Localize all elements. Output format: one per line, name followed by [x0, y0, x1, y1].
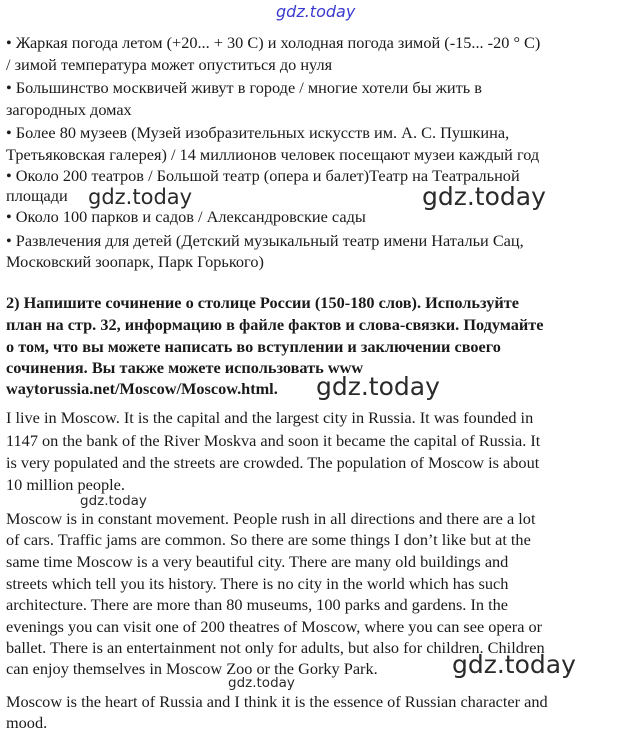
essay-line: mood. [6, 713, 48, 732]
essay-line: can enjoy themselves in Moscow Zoo or the Gorky Park. [6, 659, 378, 678]
facts-line: площади [6, 186, 68, 205]
essay-line: 1147 on the bank of the River Moskva and soon it became the capital of Russia. It [6, 431, 541, 450]
facts-line: Третьяковская галерея) / 14 миллионов человек посещают музеи каждый год [6, 145, 540, 164]
essay-line: same time Moscow is a very beautiful city. There are many old buildings and [6, 552, 509, 571]
facts-line: загородных домах [6, 100, 132, 119]
watermark-task: gdz.today [316, 372, 440, 401]
task-line: сочинения. Вы также можете использовать www [6, 358, 364, 377]
watermark-facts-large: gdz.today [422, 182, 546, 211]
facts-line: • Более 80 музеев (Музей изобразительных искусств им. А. С. Пушкина, [6, 123, 510, 142]
facts-line: • Развлечения для детей (Детский музыкальный театр имени Натальи Сац, [6, 231, 524, 250]
task-line: 2) Напишите сочинение о столице России (150-180 слов). Используйте [6, 293, 519, 312]
task-line: waytorussia.net/Moscow/Moscow.html. [6, 379, 278, 398]
essay-line: streets which tell you its history. There is no city in the world which has such [6, 574, 509, 593]
facts-line: • Около 100 парков и садов / Александровские сады [6, 207, 366, 226]
essay-line: of cars. Traffic jams are common. So there are some things I don’t like but at the [6, 530, 531, 549]
watermark-essay-small-2: gdz.today [228, 675, 295, 691]
facts-line: Московский зоопарк, Парк Горького) [6, 252, 264, 271]
task-line: план на стр. 32, информацию в файле фактов и слова-связки. Подумайте [6, 315, 544, 334]
watermark-essay-small: gdz.today [80, 493, 147, 509]
watermark-essay-large: gdz.today [452, 650, 576, 679]
facts-line: • Около 200 театров / Большой театр (опера и балет)Театр на Театральной [6, 166, 520, 185]
essay-line: Moscow is in constant movement. People rush in all directions and there are a lot [6, 509, 536, 528]
essay-line: evenings you can visit one of 200 theatres of Moscow, where you can see opera or [6, 617, 543, 636]
essay-line: ballet. There is an entertainment not only for adults, but also for children. Children [6, 638, 545, 657]
essay-line: is very populated and the streets are crowded. The population of Moscow is about [6, 453, 540, 472]
watermark-top: gdz.today [276, 2, 356, 21]
essay-line: 10 million people. [6, 475, 125, 494]
facts-line: • Большинство москвичей живут в городе / многие хотели бы жить в [6, 78, 482, 97]
essay-line: I live in Moscow. It is the capital and the largest city in Russia. It was founded in [6, 408, 534, 427]
essay-line: architecture. There are more than 80 museums, 100 parks and gardens. In the [6, 595, 508, 614]
essay-line: Moscow is the heart of Russia and I think it is the essence of Russian character and [6, 692, 548, 711]
facts-line: / зимой температура может опуститься до нуля [6, 55, 333, 74]
watermark-facts-small: gdz.today [88, 185, 193, 209]
task-line: о том, что вы можете написать во вступлении и заключении своего [6, 337, 501, 356]
facts-line: • Жаркая погода летом (+20... + 30 С) и холодная погода зимой (-15... -20 ° С) [6, 33, 541, 52]
